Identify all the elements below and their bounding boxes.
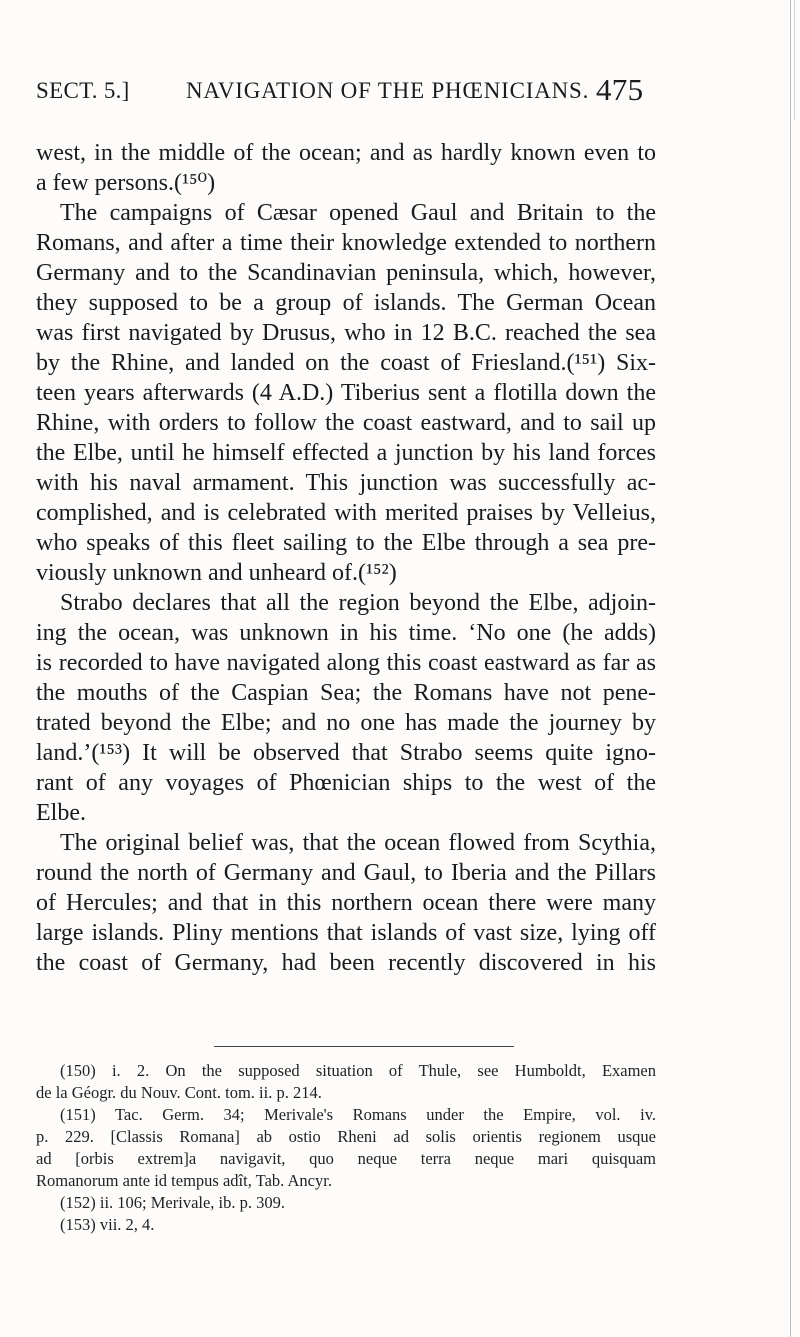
text-line: ing the ocean, was unknown in his time. ‘No one (he adds) [36,620,656,646]
text-line: large islands. Pliny mentions that islands of vast size, lying off [36,920,656,946]
text-line: the Elbe, until he himself effected a junction by his land forces [36,440,656,466]
footnote-line: ad [orbis extrem]a navigavit, quo neque terra neque mari quisquam [36,1149,656,1168]
footnote-line: Romanorum ante id tempus adît, Tab. Ancyr. [36,1171,332,1190]
running-header [36,72,656,118]
text-line: Elbe. [36,800,86,826]
section-label: SECT. 5.] [36,78,130,103]
text-line: complished, and is celebrated with merited praises by Velleius, [36,500,656,526]
text-line: land.’(¹⁵³) It will be observed that Strabo seems quite igno- [36,740,656,766]
text-line: of Hercules; and that in this northern ocean there were many [36,890,656,916]
text-line: was first navigated by Drusus, who in 12 B.C. reached the sea [36,320,656,346]
running-title: NAVIGATION OF THE PHŒNICIANS. [186,78,590,103]
footnote-line: (152) ii. 106; Merivale, ib. p. 309. [60,1193,286,1212]
text-line: teen years afterwards (4 A.D.) Tiberius sent a flotilla down the [36,380,656,406]
footnote-line: p. 229. [Classis Romana] ab ostio Rheni ad solis orientis regionem usque [36,1127,656,1146]
text-line: they supposed to be a group of islands. The German Ocean [36,290,656,316]
page-edge-line [794,0,795,120]
footnote-line: (150) i. 2. On the supposed situation of Thule, see Humboldt, Examen [60,1061,656,1080]
text-line: Rhine, with orders to follow the coast eastward, and to sail up [36,410,656,436]
body-text [36,138,656,978]
text-line: trated beyond the Elbe; and no one has made the journey by [36,710,656,736]
footnote [36,1104,656,1192]
text-line: by the Rhine, and landed on the coast of Friesland.(¹⁵¹) Six- [36,350,656,376]
page-number: 475 [596,72,644,107]
footnotes [36,1060,656,1236]
text-line: west, in the middle of the ocean; and as hardly known even to [36,140,656,166]
text-line: is recorded to have navigated along this coast eastward as far as [36,650,656,676]
text-line: The campaigns of Cæsar opened Gaul and Britain to the [60,200,656,226]
text-line: with his naval armament. This junction was successfully ac- [36,470,656,496]
footnote-line: (153) vii. 2, 4. [60,1215,155,1234]
text-line: the mouths of the Caspian Sea; the Romans have not pene- [36,680,656,706]
text-line: a few persons.(¹⁵⁰) [36,170,216,196]
footnote [36,1214,656,1236]
text-line: Romans, and after a time their knowledge extended to northern [36,230,656,256]
footnote [36,1060,656,1104]
footnote-line: de la Géogr. du Nouv. Cont. tom. ii. p. 214. [36,1083,322,1102]
text-line: viously unknown and unheard of.(¹⁵²) [36,560,397,586]
text-line: Strabo declares that all the region beyond the Elbe, adjoin- [60,590,656,616]
text-line: the coast of Germany, had been recently discovered in his [36,950,656,976]
text-line: The original belief was, that the ocean flowed from Scythia, [60,830,656,856]
page-edge-line [790,0,791,1337]
text-line: who speaks of this fleet sailing to the Elbe through a sea pre- [36,530,656,556]
text-line: round the north of Germany and Gaul, to Iberia and the Pillars [36,860,656,886]
footnote-rule [214,1046,514,1047]
text-line: rant of any voyages of Phœnician ships to the west of the [36,770,656,796]
footnote-line: (151) Tac. Germ. 34; Merivale's Romans under the Empire, vol. iv. [60,1105,656,1124]
text-line: Germany and to the Scandinavian peninsula, which, however, [36,260,656,286]
footnote [36,1192,656,1214]
